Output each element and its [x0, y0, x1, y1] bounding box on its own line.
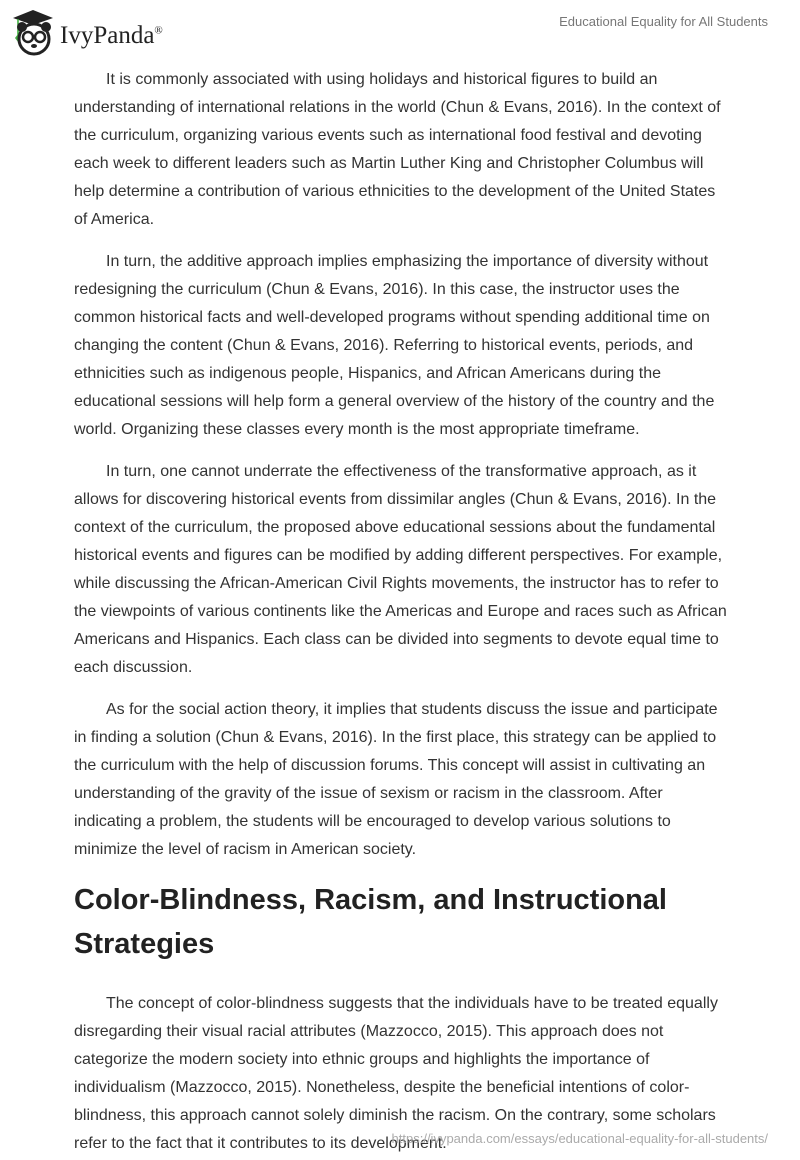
registered-mark: ®: [154, 24, 163, 37]
source-url[interactable]: https://ivypanda.com/essays/educational-equality-for-all-students/: [391, 1131, 768, 1146]
logo-text: IvyPanda: [60, 22, 155, 49]
ivypanda-logo[interactable]: [12, 8, 163, 56]
paragraph: It is commonly associated with using holidays and historical figures to build an understanding of international relations in the world (Chun & Evans, 2016). In the context of the curriculum, organizing various events such as international food festival and devoting each week to different leaders such as Martin Luther King and Christopher Columbus will help determine a contribution of various ethnicities to the development of the United States of America.: [74, 71, 721, 228]
paragraph: In turn, one cannot underrate the effectiveness of the transformative approach, as it allows for discovering historical events from dissimilar angles (Chun & Evans, 2016). In the context of the curriculum, the proposed above educational sessions about the fundamental historical events and figures can be modified by adding different perspectives. For example, while discussing the African-American Civil Rights movements, the instructor has to refer to the viewpoints of various continents like the Americas and Europe and races such as African Americans and Hispanics. Each class can be divided into segments to devote equal time to each discussion.: [74, 463, 727, 676]
section-heading: Color-Blindness, Racism, and Instructional Strategies: [74, 884, 667, 960]
essay-body: [74, 66, 730, 1160]
paragraph: As for the social action theory, it implies that students discuss the issue and participate in finding a solution (Chun & Evans, 2016). In the first place, this strategy can be applied to the curriculum with the help of discussion forums. This concept will assist in cultivating an understanding of the gravity of the issue of sexism or racism in the classroom. After indicating a problem, the students will be encouraged to develop various solutions to minimize the level of racism in American society.: [74, 701, 718, 858]
panda-graduate-icon: [12, 8, 54, 56]
paragraph: The concept of color-blindness suggests that the individuals have to be treated equally disregarding their visual racial attributes (Mazzocco, 2015). This approach does not categorize the modern society into ethnic groups and highlights the importance of individualism (Mazzocco, 2015). Nonetheless, despite the beneficial intentions of color-blindness, this approach cannot solely diminish the racism. On the contrary, some scholars refer to the fact that it contributes to its development.: [74, 995, 718, 1152]
paragraph: In turn, the additive approach implies emphasizing the importance of diversity without redesigning the curriculum (Chun & Evans, 2016). In this case, the instructor uses the common historical facts and well-developed programs without spending additional time on changing the content (Chun & Evans, 2016). Referring to historical events, periods, and ethnicities such as indigenous people, Hispanics, and African Americans during the educational sessions will help form a general overview of the history of the country and the world. Organizing these classes every month is the most appropriate timeframe.: [74, 253, 715, 438]
document-title: Educational Equality for All Students: [559, 14, 768, 29]
